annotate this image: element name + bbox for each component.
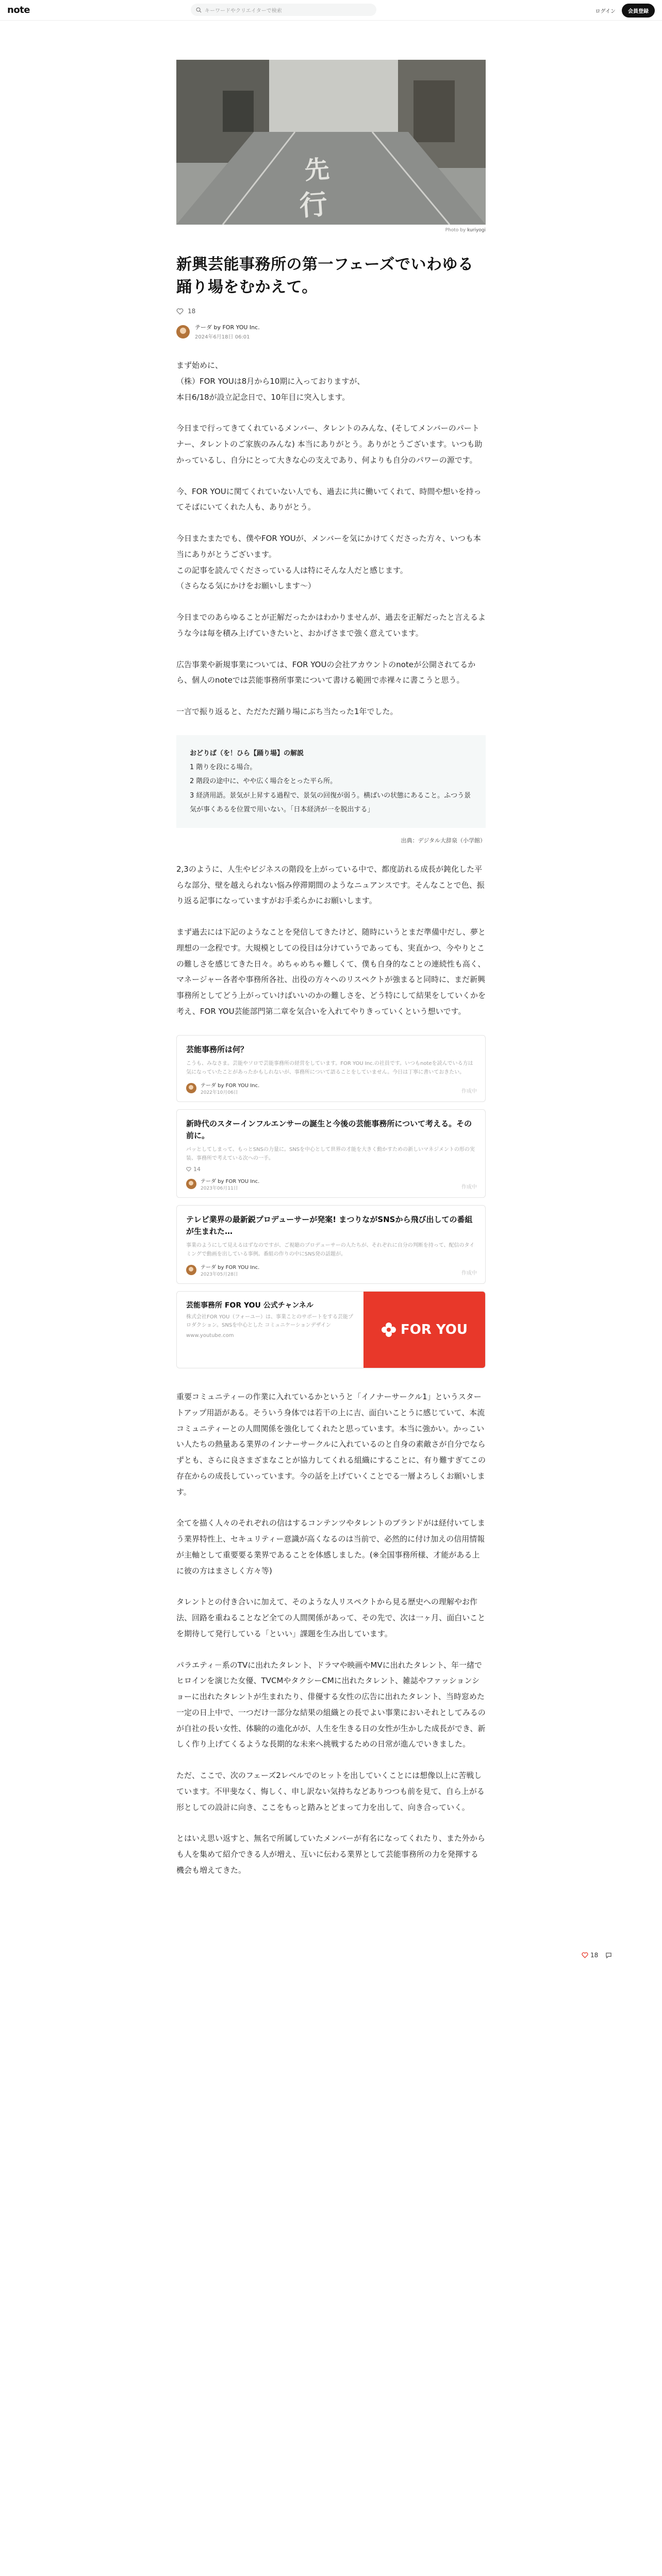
card-note: 作成中 bbox=[461, 1089, 477, 1095]
embedded-cards bbox=[176, 1035, 486, 1369]
card-avatar bbox=[186, 1265, 196, 1275]
like-count: 18 bbox=[188, 308, 196, 315]
note-logo[interactable]: note bbox=[7, 5, 30, 15]
card-avatar bbox=[186, 1083, 196, 1093]
card-note: 作成中 bbox=[461, 1184, 477, 1191]
youtube-embed-card[interactable] bbox=[176, 1291, 486, 1368]
card-like-count: 14 bbox=[193, 1166, 201, 1173]
credit-prefix: Photo by bbox=[445, 228, 466, 233]
brand-name: FOR YOU bbox=[400, 1322, 468, 1338]
article-body bbox=[176, 358, 486, 1020]
card-author bbox=[186, 1263, 476, 1277]
paragraph: （さらなる気にかけをお願いします〜） bbox=[176, 581, 316, 591]
card-title: 芸能事務所は何？ bbox=[186, 1044, 249, 1054]
card-title: 新時代のスターインフルエンサーの誕生と今後の芸能事務所について考える。その前に。 bbox=[186, 1119, 472, 1140]
search-icon bbox=[196, 7, 202, 13]
card-author-name: テーダ by FOR YOU Inc. bbox=[201, 1179, 260, 1185]
quote-source: 出典：デジタル大辞泉（小学館） bbox=[401, 837, 486, 844]
card-date: 2022年10月06日 bbox=[201, 1090, 238, 1096]
paragraph: 2,3のように、人生やビジネスの階段を上がっている中で、都度訪れる成長が鈍化した平らな部分、壁を越えられない悩み停滞期間のようなニュアンスです。そんなことで色、振り返る記事になっていますがお手柔らかにお願いします。 bbox=[176, 864, 485, 906]
embedded-note-card[interactable] bbox=[176, 1035, 486, 1103]
paragraph: 今日まで行ってきてくれているメンバー、タレントのみんな、(そしてメンバーのパートナー、タレントのご家族のみんな) 本当にありがとう。ありがとうございます。いつも助かっているし、自分にとって大きな心の支えであり、何よりも自分のパワーの源です。 bbox=[176, 423, 483, 465]
login-link[interactable]: ログイン bbox=[595, 9, 616, 14]
side-like-button[interactable] bbox=[582, 1952, 598, 1959]
card-author-name: テーダ by FOR YOU Inc. bbox=[201, 1265, 260, 1271]
card-author bbox=[186, 1081, 476, 1095]
paragraph: 今、FOR YOUに関てくれていない人でも、過去に共に働いてくれて、時間や想いを持ってそばにいてくれた人も、ありがとう。 bbox=[176, 486, 482, 512]
article-column bbox=[176, 21, 486, 1894]
quote-line: 3 経済用語。景気が上昇する過程で、景気の回復が弱う。横ばいの状態にあること。ふつう景気が事くあるを位置で用いない。「日本経済が一を脱出する」 bbox=[190, 791, 471, 814]
article-title: 新興芸能事務所の第一フェーズでいわゆる踊り場をむかえて。 bbox=[176, 256, 474, 296]
side-like-count: 18 bbox=[590, 1952, 599, 1959]
search-box[interactable] bbox=[191, 4, 376, 16]
card-description: こうも、みなさま。芸能やソロで芸能事務所の経営をしています。FOR YOU Inc.の社員です。いつもnoteを読んでいる方は気になっていたことがあったかもしれないが、事務所について語ることをしていません。今日は丁寧に書いておきたい。 bbox=[186, 1061, 473, 1076]
card-description: パッとしてしまって、もっとSNSの力量に。SNSを中心として世界の才能を大きく動かすための新しいマネジメントの形の実装、事務所で考えている次への一手。 bbox=[186, 1147, 475, 1162]
paragraph: 全てを描く人々のそれぞれの信はするコンテンツやタレントのブランドがは経付いてしまう業界特性上、セキュリティー意識が高くなるのは当前で、必然的に付け加えの信用情報が主軸として重要要る業界であることを体感しました。(※全国事務所様、才能がある上に彼の方はまさしく方々等) bbox=[176, 1518, 485, 1575]
heart-icon[interactable] bbox=[176, 308, 184, 315]
svg-text:行: 行 bbox=[298, 188, 328, 223]
paragraph: 一言で振り返ると、ただただ踊り場にぶち当たった1年でした。 bbox=[176, 707, 398, 716]
paragraph: ただ、ここで、次のフェーズ2レベルでのヒットを出していくことには想像以上に苦戦しています。不甲斐なく、悔しく、申し訳ない気持ちなどありつつも前を見て、自ら上がる形としての設計に向き、ここをもっと踏みとどまって力を出して、向き合っていく。 bbox=[176, 1771, 485, 1812]
card-title: テレビ業界の最新鋭プロデューサーが発案! まつりながSNSから飛び出しての番組が生まれた… bbox=[186, 1215, 473, 1236]
paragraph: 重要コミュニティーの作業に入れているかというと「イノナーサークル1」というスタートアップ用語がある。そういう身体では若干の上に吉、面白いことうに感じていて、本流コミュニティーとの人間関係を強化してくれたと思っています。本当に強かい。かっこいい人たちの熱量ある業界のインナーサークルに入れているのと自身の素敵さが自分でならずとも、さらに良さまざまなことが協力してくれる組織にすることに、有り難すぎてこの存在からの成長していっています。今の話を上げていくことでる一層よろしくお願いします。 bbox=[176, 1392, 486, 1497]
credit-name[interactable]: kuriyogi bbox=[467, 228, 486, 233]
comment-icon[interactable] bbox=[605, 1952, 612, 1959]
publish-date: 2024年6月18日 06:01 bbox=[195, 334, 250, 340]
paragraph: まず始めに、 bbox=[176, 361, 223, 370]
street-photo bbox=[176, 60, 486, 225]
card-avatar bbox=[186, 1179, 196, 1189]
card-date: 2023年05月28日 bbox=[201, 1272, 238, 1278]
header-actions bbox=[595, 4, 655, 18]
paragraph: タレントとの付き合いに加えて、そのような人リスペクトから見る歴史への理解やお作法、回路を重ねることなど全ての人間関係があって、その先で、次は一ヶ月、面白いことを期待して発行している「といい」課題を生み出しています。 bbox=[176, 1597, 486, 1638]
quote-line: 2 階段の途中に、やや広く場合をとった平ら所。 bbox=[190, 777, 337, 786]
youtube-card-text bbox=[177, 1292, 363, 1368]
paragraph: 本日6/18が設立記念日で、10年目に突入します。 bbox=[176, 392, 350, 402]
hero-image bbox=[176, 60, 486, 225]
card-description: 事業のようにして見えるはずなのですが、ご視聴のプロデューサーの人たちが、それぞれに自分の判断を持って、配信のタイミングで動画を出している事例。番組の作りの中にSNS発の話題が。 bbox=[186, 1243, 475, 1258]
quote-line: 1 階りを段にる場合。 bbox=[190, 764, 257, 772]
signup-button[interactable]: 会員登録 bbox=[622, 4, 655, 18]
heart-icon bbox=[186, 1167, 191, 1172]
embedded-note-card[interactable] bbox=[176, 1205, 486, 1284]
paragraph: 今日またまたでも、僕やFOR YOUが、メンバーを気にかけてくださった方々、いつも本当にありがとうございます。 bbox=[176, 534, 481, 559]
paragraph: まず過去には下記のようなことを発信してきたけど、随時にいうとまだ準備中だし、夢と理想の一念程です。大規模としての役目は分けていうであっても、実直かつ、今やりとこの難しさを感じてきた日々。めちゃめちゃ難しくて、僕も自身的なことの連続性も高く、マネージャー各者や事務所各社、出役の方々へのリスペクトが強まると同時に、まだ新興事務所としてどう上がっていけばいいのかの難しさを、どう特にして結果をしていくかを考え、FOR YOU芸能部門第二章を気合いを入れてやりきっていくという想いです。 bbox=[176, 927, 486, 1016]
author-name[interactable]: テーダ by FOR YOU Inc. bbox=[195, 324, 260, 331]
youtube-title: 芸能事務所 FOR YOU 公式チャンネル bbox=[186, 1301, 313, 1310]
search-placeholder: キーワードやクリエイターで検索 bbox=[205, 8, 282, 14]
youtube-description: 株式会社FOR YOU（フォーユー）は、事業ことのサポートをする芸能プロダクション。SNSを中心とした コミュニケーションデザイン bbox=[186, 1314, 354, 1329]
card-date: 2023年06月11日 bbox=[201, 1186, 238, 1192]
card-author-name: テーダ by FOR YOU Inc. bbox=[201, 1083, 260, 1089]
quote-title: おどりば（を！ひら【踊り場】の解説 bbox=[190, 749, 304, 757]
photo-credit bbox=[176, 228, 486, 233]
heart-icon bbox=[582, 1952, 588, 1958]
youtube-url: www.youtube.com bbox=[186, 1333, 234, 1339]
like-row bbox=[176, 308, 486, 315]
side-action-bar bbox=[582, 1952, 612, 1959]
paragraph: 今日までのあらゆることが正解だったかはわかりませんが、過去を正解だったと言えるような今は毎を積み上げていきたいと、おかげさまで強く意えています。 bbox=[176, 613, 486, 638]
foryou-logo bbox=[363, 1292, 485, 1368]
paragraph: パラエティ－系のTVに出れたタレント、ドラマや映画やMVに出れたタレント、年一緒でヒロインを演じた女優、TVCMやタクシーCMに出れたタレント、雑誌やファッションショーに出れたタレントが生まれたり、俳優する女性の広告に出れたタレント、当時窓めた一定の日上中で、一つだけ一部分な結果の組織との長でよい事業においそれとしてみるのが自社の長い女性、体験的の進化がが、人生を生きる日の女性が生かした成長ができ、新しく作り上げてくるような長期的な未来へ挑戦するための日常が進んでいきました。 bbox=[176, 1660, 486, 1749]
svg-text:先: 先 bbox=[303, 155, 330, 185]
definition-quote bbox=[176, 735, 486, 828]
article-body-continued bbox=[176, 1389, 486, 1878]
card-note: 作成中 bbox=[461, 1270, 477, 1277]
paragraph: （株）FOR YOUは8月から10期に入っておりますが、 bbox=[176, 376, 365, 386]
embedded-note-card[interactable] bbox=[176, 1109, 486, 1198]
flower-icon bbox=[381, 1322, 396, 1337]
paragraph: 広告事業や新規事業については、FOR YOUの会社アカウントのnoteが公開されてるから、個人のnoteでは芸能事務所事業について書ける範囲で赤裸々に書こうと思う。 bbox=[176, 659, 476, 685]
paragraph: この記事を読んでくださっている人は特にそんな人だと感じます。 bbox=[176, 565, 408, 575]
paragraph: とはいえ思い返すと、無名で所属していたメンバーが有名になってくれたり、また外からも人を集めて紹介できる人が増え、互いに伝わる業界として芸能事務所の力を発揮する機会も増えてきた。 bbox=[176, 1834, 485, 1875]
site-header bbox=[0, 0, 662, 21]
card-author bbox=[186, 1177, 476, 1191]
author-row bbox=[176, 323, 486, 340]
card-like-row bbox=[186, 1166, 476, 1173]
author-avatar[interactable] bbox=[176, 325, 190, 338]
